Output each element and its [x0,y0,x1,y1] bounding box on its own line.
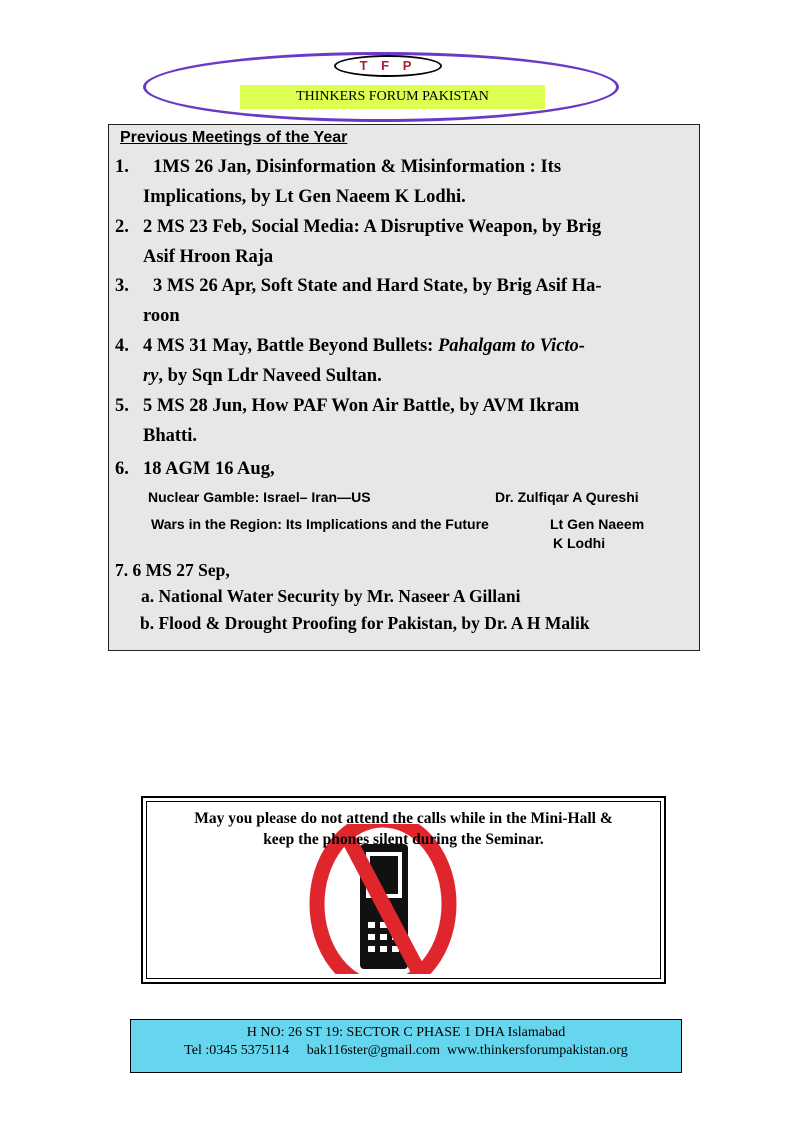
list-item: 7. 6 MS 27 Sep, [115,560,230,580]
item-text-continued: Implications, by Lt Gen Naeem K Lodhi. [143,187,466,207]
item-number: 3. [115,276,129,296]
footer-contact-box [130,1019,682,1073]
item-number: 4. [115,336,129,356]
item-text-continued: roon [143,306,180,326]
agm-talk-speaker-continued: K Lodhi [553,535,606,551]
sub-item: a. National Water Security by Mr. Naseer A Gillani [141,586,521,606]
item-text-continued: Asif Hroon Raja [143,247,274,267]
org-name-banner: THINKERS FORUM PAKISTAN [240,85,545,109]
notice-text [143,808,664,850]
item-text-part: , by Sqn Ldr Naveed Sultan. [158,366,382,386]
notice-line: May you please do not attend the calls while in the Mini-Hall & [194,810,613,827]
item-text-italic: ry [143,366,159,386]
footer-address: H NO: 26 ST 19: SECTOR C PHASE 1 DHA Islamabad [246,1025,566,1040]
agm-talk-speaker: Dr. Zulfiqar A Qureshi [495,489,639,505]
notice-line: keep the phones silent during the Seminar. [263,831,544,848]
sub-item: b. Flood & Drought Proofing for Pakistan, by Dr. A H Malik [140,613,590,633]
item-text: 3 MS 26 Apr, Soft State and Hard State, by Brig Asif Ha- [153,276,602,296]
item-number: 5. [115,396,129,416]
item-text: 2 MS 23 Feb, Social Media: A Disruptive Weapon, by Brig [143,217,602,237]
item-text [143,336,585,357]
org-abbreviation: T F P [334,55,442,77]
item-text: 1MS 26 Jan, Disinformation & Misinformation : Its [153,157,562,177]
item-number: 2. [115,217,129,237]
item-number: 1. [115,157,129,177]
agm-talk-speaker: Lt Gen Naeem [550,516,645,532]
phone-notice-box [141,796,666,984]
section-heading: Previous Meetings of the Year [120,129,348,146]
item-text-continued: Bhatti. [143,426,197,446]
agm-talk-topic: Wars in the Region: Its Implications and the Future [151,516,489,532]
item-text: 18 AGM 16 Aug, [143,459,275,479]
item-text-continued [143,366,382,387]
footer-contact: Tel :0345 5375114 bak116ster@gmail.com www.thinkersforumpakistan.org [184,1043,628,1058]
item-text: 5 MS 28 Jun, How PAF Won Air Battle, by AVM Ikram [143,396,580,416]
item-number: 6. [115,459,129,479]
agm-talk-topic: Nuclear Gamble: Israel– Iran—US [148,489,371,505]
item-text-part: 4 MS 31 May, Battle Beyond Bullets: [143,336,438,356]
previous-meetings-box [108,124,700,651]
item-text-italic: Pahalgam to Victo- [437,336,585,356]
